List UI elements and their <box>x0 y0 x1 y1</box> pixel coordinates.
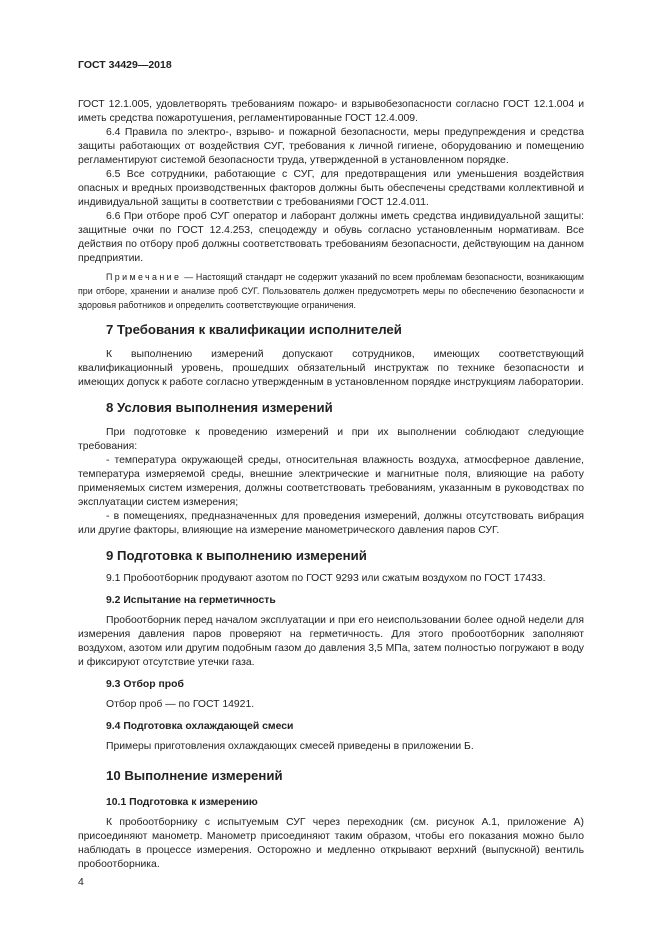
paragraph-9-2: Пробоотборник перед началом эксплуатации и при его неиспользовании более одной недели для измерения давления паров проверяют на герметичность. Для этого пробоотборник заполняют воздухом, азотом или другим подобным газом до давления 3,5 МПа, затем полностью погружают в воду и фиксируют отсутствие утечки газа. <box>78 615 584 668</box>
paragraph-10-1: К пробоотборнику с испытуемым СУГ через переходник (см. рисунок А.1, приложение А) присоединяют манометр. Манометр присоединяют таким образом, чтобы его показания можно было наблюдать в процессе измерения. Осторожно и медленно открывают верхний (выпускной) вентиль пробоотборника. <box>78 817 584 870</box>
paragraph-10-1-wrap <box>78 816 584 872</box>
paragraph-6-4: 6.4 Правила по электро-, взрыво- и пожарной безопасности, меры предупреждения и средства защиты работающих от воздействия СУГ, требования к личной гигиене, оборудованию и помещению регламентируют системой безопасности труда, утвержденной в установленном порядке. <box>78 127 584 166</box>
note-label: Примечание <box>106 272 182 282</box>
paragraph-9-4: Примеры приготовления охлаждающих смесей приведены в приложении Б. <box>106 741 474 752</box>
section-9-title: 9 Подготовка к выполнению измерений <box>106 548 367 563</box>
section-10-title: 10 Выполнение измерений <box>106 768 283 783</box>
subsection-9-4-title: 9.4 Подготовка охлаждающей смеси <box>106 721 294 732</box>
section-7-title: 7 Требования к квалификации исполнителей <box>106 322 402 337</box>
paragraph-6-6: 6.6 При отборе проб СУГ оператор и лаборант должны иметь средства индивидуальной защиты: защитные очки по ГОСТ 12.4.253, спецодежду и обувь согласно установленным нормативам. Все действия по отбору проб должны соответствовать требованиям безопасности, действующим на данном предприятии. <box>78 211 584 264</box>
paragraph-7: К выполнению измерений допускают сотрудников, имеющих соответствующий квалификационный уровень, прошедших обязательный инструктаж по технике безопасности и имеющих допуск к работе согласно утвержденным в установленном порядке инструкциям лаборатории. <box>78 349 584 388</box>
page-number: 4 <box>78 877 84 888</box>
section-8-title: 8 Условия выполнения измерений <box>106 400 333 415</box>
paragraph-6-5: 6.5 Все сотрудники, работающие с СУГ, для предотвращения или уменьшения воздействия опасных и вредных производственных факторов должны быть обеспечены средствами коллективной и индивидуальной защиты в соответствии с требованиями ГОСТ 12.4.011. <box>78 169 584 208</box>
paragraph-9-1: 9.1 Пробоотборник продувают азотом по ГОСТ 9293 или сжатым воздухом по ГОСТ 17433. <box>106 573 546 584</box>
subsection-9-3-title: 9.3 Отбор проб <box>106 679 184 690</box>
section-8-text <box>78 426 584 538</box>
paragraph-9-3: Отбор проб — по ГОСТ 14921. <box>106 699 255 710</box>
document-header: ГОСТ 34429—2018 <box>78 59 172 71</box>
paragraph-8-intro: При подготовке к проведению измерений и при их выполнении соблюдают следующие требования: <box>78 427 584 452</box>
paragraph-8-item-2: - в помещениях, предназначенных для проведения измерений, должны отсутствовать вибрация или другие факторы, влияющие на измерение манометрического давления паров СУГ. <box>78 511 584 536</box>
section-7-text <box>78 348 584 390</box>
paragraph-9-1-wrap <box>78 572 584 586</box>
paragraph-8-item-1: - температура окружающей среды, относительная влажность воздуха, атмосферное давление, температура измеряемой среды, внешние электрические и магнитные поля, влияющие на работу применяемых систем измерения, должны соответствовать требованиям, указанным в руководствах по эксплуатации систем измерения; <box>78 455 584 508</box>
note <box>78 270 584 312</box>
paragraph-9-4-wrap <box>78 740 584 754</box>
paragraph-continued: ГОСТ 12.1.005, удовлетворять требованиям пожаро- и взрывобезопасности согласно ГОСТ 12.1.004 и иметь средства пожаротушения, регламентированные ГОСТ 12.4.009. <box>78 99 584 124</box>
subsection-10-1-title: 10.1 Подготовка к измерению <box>106 797 258 808</box>
paragraph-9-2-wrap <box>78 614 584 670</box>
subsection-9-2-title: 9.2 Испытание на герметичность <box>106 595 276 606</box>
paragraph-9-3-wrap <box>78 698 584 712</box>
page-body <box>78 0 584 890</box>
note-text: — Настоящий стандарт не содержит указаний по всем проблемам безопасности, возникающим при отборе, хранении и анализе проб СУГ. Пользователь должен предусмотреть меры по обеспечению безопасности и здоровья работников и определить соответствующие ограничения. <box>78 272 584 310</box>
section-6-text <box>78 98 584 266</box>
